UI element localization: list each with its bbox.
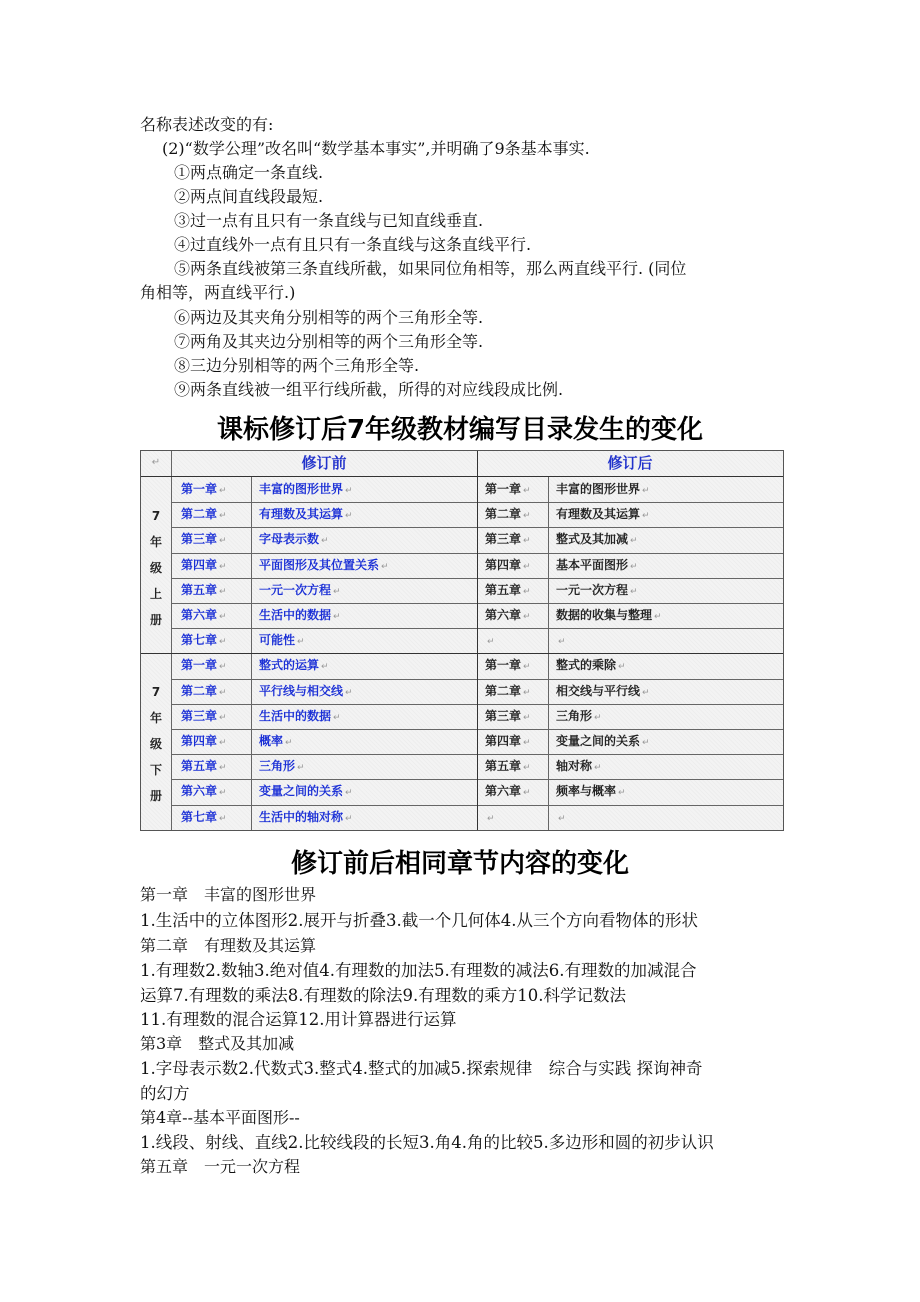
after-chapter-text: 第二章 [485, 683, 522, 698]
fact-4: ④过直线外一点有且只有一条直线与这条直线平行. [174, 235, 532, 254]
before-title [253, 754, 475, 779]
chapter-1-title: 第一章 丰富的图形世界 [140, 885, 317, 904]
after-title-text: 变量之间的关系 [556, 734, 641, 748]
before-chapter-text: 第六章 [181, 784, 218, 799]
after-title [550, 502, 782, 527]
volume-divider [141, 653, 783, 654]
before-chapter [175, 502, 251, 527]
fact-3: ③过一点有且只有一条直线与已知直线垂直. [174, 211, 484, 230]
intro-point-2: (2)“数学公理”改名叫“数学基本事实”,并明确了9条基本事实. [162, 139, 590, 158]
after-title [550, 578, 782, 603]
after-title [550, 679, 782, 704]
after-title [550, 628, 782, 653]
before-chapter-text: 第五章 [181, 759, 218, 774]
return-mark: ↵ [219, 662, 227, 673]
after-chapter-text: 第四章 [485, 734, 522, 748]
after-chapter [479, 527, 547, 552]
after-chapter [479, 805, 547, 830]
before-chapter [175, 704, 251, 729]
chapter-3-sections-cont: 的幻方 [140, 1084, 190, 1103]
after-title-text: 相交线与平行线 [556, 683, 641, 698]
intro-title: 名称表述改变的有: [140, 115, 274, 134]
before-title-text: 有理数及其运算 [259, 507, 344, 522]
after-chapter [479, 578, 547, 603]
return-mark: ↵ [654, 612, 662, 622]
fact-6: ⑥两边及其夹角分别相等的两个三角形全等. [174, 308, 484, 327]
after-title-text: 整式及其加减 [556, 532, 629, 547]
return-mark: ↵ [487, 637, 495, 648]
before-chapter [175, 553, 251, 578]
before-title [253, 729, 475, 754]
before-title-text: 概率 [259, 734, 284, 748]
after-chapter-text: 第三章 [485, 708, 522, 723]
vol1-label-char: 册 [149, 613, 162, 627]
chapter-3-sections: 1.字母表示数2.代数式3.整式4.整式的加减5.探索规律 综合与实践 探询神奇 [140, 1059, 703, 1078]
return-mark: ↵ [523, 486, 531, 496]
return-mark: ↵ [523, 561, 531, 572]
before-chapter [175, 779, 251, 804]
return-mark: ↵ [333, 612, 341, 622]
before-chapter-text: 第四章 [181, 557, 218, 572]
corner-mark: ↵ [151, 457, 161, 468]
return-mark: ↵ [523, 511, 531, 522]
col-divider [477, 451, 478, 830]
before-chapter-text: 第七章 [181, 809, 218, 824]
chapter-2-title: 第二章 有理数及其运算 [140, 936, 317, 955]
after-chapter-text: 第三章 [485, 532, 522, 547]
before-chapter [175, 578, 251, 603]
return-mark: ↵ [219, 511, 227, 522]
before-title-text: 丰富的图形世界 [259, 482, 344, 496]
vol1-label-char: 年 [149, 535, 162, 549]
before-title-text: 平行线与相交线 [259, 683, 344, 698]
after-chapter-text: 第五章 [485, 582, 522, 597]
toc-heading: 课标修订后7年级教材编写目录发生的变化 [216, 415, 704, 445]
after-title [550, 754, 782, 779]
before-chapter-text: 第三章 [181, 708, 218, 723]
after-title [550, 527, 782, 552]
col-divider [171, 451, 172, 830]
return-mark: ↵ [219, 788, 227, 799]
return-mark: ↵ [285, 738, 293, 748]
before-title-text: 生活中的数据 [259, 708, 332, 723]
return-mark: ↵ [219, 612, 227, 622]
return-mark: ↵ [523, 712, 531, 723]
return-mark: ↵ [523, 687, 531, 698]
before-chapter [175, 628, 251, 653]
before-chapter-text: 第一章 [181, 482, 218, 496]
after-chapter-text: 第五章 [485, 759, 522, 774]
return-mark: ↵ [523, 612, 531, 622]
after-chapter [479, 729, 547, 754]
return-mark: ↵ [345, 687, 353, 698]
return-mark: ↵ [321, 662, 329, 673]
before-title [253, 553, 475, 578]
return-mark: ↵ [345, 486, 353, 496]
before-title-text: 生活中的轴对称 [259, 809, 344, 824]
return-mark: ↵ [333, 586, 341, 597]
after-chapter [479, 754, 547, 779]
vol1-label-char: 级 [149, 561, 162, 575]
return-mark: ↵ [345, 813, 353, 824]
before-chapter-text: 第六章 [181, 608, 218, 622]
return-mark: ↵ [630, 586, 638, 597]
fact-8: ⑧三边分别相等的两个三角形全等. [174, 356, 420, 375]
after-title-text: 轴对称 [556, 759, 593, 774]
return-mark: ↵ [345, 788, 353, 799]
return-mark: ↵ [487, 813, 495, 824]
changes-heading: 修订前后相同章节内容的变化 [290, 849, 629, 879]
before-title-text: 可能性 [259, 633, 296, 648]
before-chapter [175, 754, 251, 779]
before-chapter-text: 第四章 [181, 734, 218, 748]
after-chapter-text: 第四章 [485, 557, 522, 572]
header-underline [141, 476, 783, 477]
vol2-label-char: 年 [149, 711, 162, 725]
chapter-3-title: 第3章 整式及其加减 [140, 1034, 295, 1053]
after-chapter [479, 502, 547, 527]
before-title [253, 502, 475, 527]
return-mark: ↵ [642, 511, 650, 522]
before-chapter-text: 第七章 [181, 633, 218, 648]
before-title-text: 变量之间的关系 [259, 784, 344, 799]
after-chapter-text: 第一章 [485, 658, 522, 673]
header-after: 修订后 [607, 454, 653, 472]
after-chapter [479, 679, 547, 704]
return-mark: ↵ [642, 486, 650, 496]
after-title-text: 数据的收集与整理 [556, 608, 653, 622]
return-mark: ↵ [219, 712, 227, 723]
after-title-text: 三角形 [556, 708, 593, 723]
return-mark: ↵ [523, 788, 531, 799]
return-mark: ↵ [618, 788, 626, 799]
before-chapter [175, 603, 251, 628]
return-mark: ↵ [594, 712, 602, 723]
after-title-text: 整式的乘除 [556, 658, 617, 673]
after-chapter-text: 第六章 [485, 784, 522, 799]
before-title [253, 603, 475, 628]
return-mark: ↵ [219, 763, 227, 774]
before-chapter-text: 第三章 [181, 532, 218, 547]
return-mark: ↵ [630, 536, 638, 547]
after-chapter-text: 第二章 [485, 507, 522, 522]
before-title [253, 578, 475, 603]
after-chapter [479, 779, 547, 804]
vol2-label-char: 级 [149, 737, 162, 751]
before-title-text: 平面图形及其位置关系 [259, 557, 380, 572]
header-before: 修订前 [301, 454, 347, 472]
vol2-label-char: 7 [151, 685, 161, 699]
return-mark: ↵ [321, 536, 329, 547]
return-mark: ↵ [219, 486, 227, 496]
after-chapter [479, 477, 547, 502]
after-title [550, 477, 782, 502]
before-title-text: 生活中的数据 [259, 608, 332, 622]
chapter-1-sections: 1.生活中的立体图形2.展开与折叠3.截一个几何体4.从三个方向看物体的形状 [140, 911, 698, 930]
before-chapter [175, 477, 251, 502]
chapter-4-title: 第4章--基本平面图形-- [140, 1108, 300, 1127]
before-title [253, 704, 475, 729]
after-title-text: 基本平面图形 [556, 557, 629, 572]
before-chapter-text: 第二章 [181, 507, 218, 522]
return-mark: ↵ [594, 763, 602, 774]
fact-5: ⑤两条直线被第三条直线所截，如果同位角相等，那么两直线平行. (同位 [174, 259, 687, 278]
chapter-5-title: 第五章 一元一次方程 [140, 1157, 301, 1176]
after-title [550, 704, 782, 729]
after-title-text: 一元一次方程 [556, 582, 629, 597]
return-mark: ↵ [297, 637, 305, 648]
before-title-text: 三角形 [259, 759, 296, 774]
before-title [253, 805, 475, 830]
return-mark: ↵ [219, 687, 227, 698]
after-chapter-text: 第六章 [485, 608, 522, 622]
return-mark: ↵ [297, 763, 305, 774]
fact-5-cont: 角相等，两直线平行.) [140, 283, 296, 302]
after-title [550, 779, 782, 804]
vol1-label [141, 503, 171, 633]
return-mark: ↵ [219, 561, 227, 572]
before-title-text: 整式的运算 [259, 658, 320, 673]
return-mark: ↵ [523, 738, 531, 748]
return-mark: ↵ [345, 511, 353, 522]
before-chapter [175, 805, 251, 830]
before-title [253, 679, 475, 704]
chapter-2-sections: 1.有理数2.数轴3.绝对值4.有理数的加法5.有理数的减法6.有理数的加减混合 [140, 961, 697, 980]
after-title [550, 553, 782, 578]
after-chapter [479, 653, 547, 678]
chapter-4-sections: 1.线段、射线、直线2.比较线段的长短3.角4.角的比较5.多边形和圆的初步认识 [140, 1133, 714, 1152]
vol2-label-char: 下 [149, 763, 162, 777]
return-mark: ↵ [523, 763, 531, 774]
return-mark: ↵ [219, 738, 227, 748]
before-chapter-text: 第五章 [181, 582, 218, 597]
vol1-label-char: 上 [149, 587, 162, 601]
before-chapter [175, 679, 251, 704]
before-title [253, 527, 475, 552]
vol1-label-char: 7 [151, 509, 161, 523]
after-title [550, 729, 782, 754]
after-title [550, 603, 782, 628]
chapter-2-sections-cont2: 11.有理数的混合运算12.用计算器进行运算 [140, 1010, 457, 1029]
return-mark: ↵ [642, 687, 650, 698]
return-mark: ↵ [523, 586, 531, 597]
return-mark: ↵ [381, 561, 389, 572]
before-title [253, 779, 475, 804]
return-mark: ↵ [523, 536, 531, 547]
return-mark: ↵ [219, 586, 227, 597]
vol2-label [141, 679, 171, 809]
after-title-text: 丰富的图形世界 [556, 482, 641, 496]
before-title [253, 628, 475, 653]
vol2-label-char: 册 [149, 789, 162, 803]
fact-9: ⑨两条直线被一组平行线所截，所得的对应线段成比例. [174, 380, 564, 399]
after-chapter [479, 628, 547, 653]
before-title-text: 一元一次方程 [259, 582, 332, 597]
after-title [550, 653, 782, 678]
after-chapter [479, 704, 547, 729]
fact-1: ①两点确定一条直线. [174, 163, 324, 182]
before-title-text: 字母表示数 [259, 532, 320, 547]
before-title [253, 653, 475, 678]
before-chapter [175, 527, 251, 552]
fact-2: ②两点间直线段最短. [174, 187, 324, 206]
return-mark: ↵ [630, 561, 638, 572]
return-mark: ↵ [618, 662, 626, 673]
return-mark: ↵ [642, 738, 650, 748]
fact-7: ⑦两角及其夹边分别相等的两个三角形全等. [174, 332, 484, 351]
after-chapter [479, 603, 547, 628]
return-mark: ↵ [558, 813, 566, 824]
before-title [253, 477, 475, 502]
after-title [550, 805, 782, 830]
after-chapter-text: 第一章 [485, 482, 522, 496]
before-chapter-text: 第二章 [181, 683, 218, 698]
return-mark: ↵ [558, 637, 566, 648]
after-title-text: 有理数及其运算 [556, 507, 641, 522]
before-chapter-text: 第一章 [181, 658, 218, 673]
return-mark: ↵ [219, 637, 227, 648]
toc-table [140, 450, 784, 831]
chapter-2-sections-cont: 运算7.有理数的乘法8.有理数的除法9.有理数的乘方10.科学记数法 [140, 986, 626, 1005]
after-chapter [479, 553, 547, 578]
after-title-text: 频率与概率 [556, 784, 617, 799]
before-chapter [175, 653, 251, 678]
return-mark: ↵ [333, 712, 341, 723]
return-mark: ↵ [219, 813, 227, 824]
before-chapter [175, 729, 251, 754]
return-mark: ↵ [523, 662, 531, 673]
return-mark: ↵ [219, 536, 227, 547]
